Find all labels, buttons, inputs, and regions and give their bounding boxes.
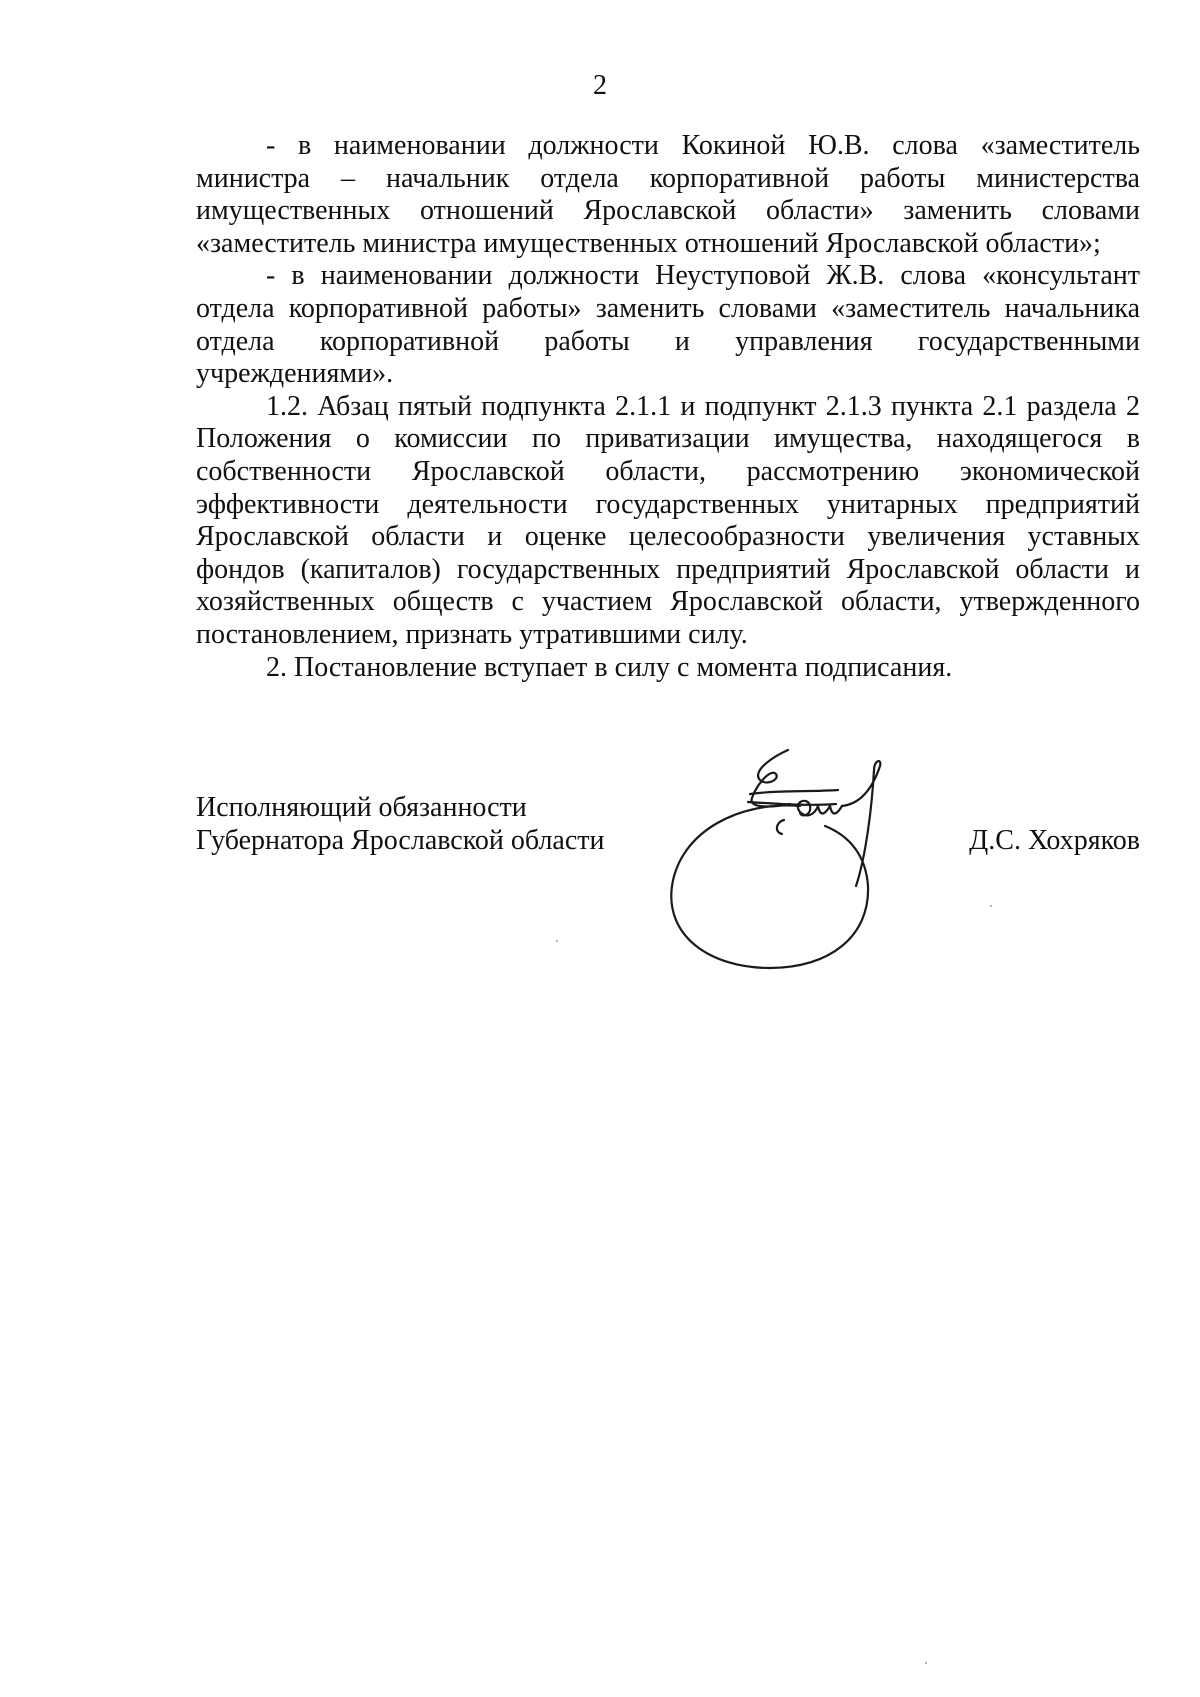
scan-speck xyxy=(990,905,992,907)
amendment-paragraph-kokina: - в наименовании должности Кокиной Ю.В. слова «заместитель министра – начальник отдела корпоративной работы министерства имущественных отношений Ярославской области» заменить словами «заместитель министра имущественных отношений Ярославской области»; xyxy=(196,130,1140,259)
signer-position-line-1: Исполняющий обязанности xyxy=(196,792,527,823)
signature-block xyxy=(196,792,1140,1022)
page-number: 2 xyxy=(593,70,607,101)
signer-position-line-2: Губернатора Ярославской области xyxy=(196,824,605,856)
scan-speck xyxy=(925,1662,927,1664)
amendment-paragraph-neustupova: - в наименовании должности Неуступовой Ж.В. слова «консультант отдела корпоративной работы» заменить словами «заместитель начальника отдела корпоративной работы и управления государственными учреждениями». xyxy=(196,260,1140,390)
scan-speck xyxy=(556,940,558,942)
effective-date-paragraph: 2. Постановление вступает в силу с момента подписания. xyxy=(266,651,953,683)
handwritten-signature xyxy=(660,746,940,1006)
amendment-paragraph-1-2: 1.2. Абзац пятый подпункта 2.1.1 и подпункт 2.1.3 пункта 2.1 раздела 2 Положения о комиссии по приватизации имущества, находящегося в собственности Ярославской области, рассмотрению экономической эффективности деятельности государственных унитарных предприятий Ярославской области и оценке целесообразности увеличения уставных фондов (капиталов) государственных предприятий Ярославской области и хозяйственных обществ с участием Ярославской области, утвержденного постановлением, признать утратившими силу. xyxy=(196,390,1140,650)
signer-name: Д.С. Хохряков xyxy=(969,824,1140,856)
document-body xyxy=(196,130,1140,684)
signer-position xyxy=(196,792,605,857)
